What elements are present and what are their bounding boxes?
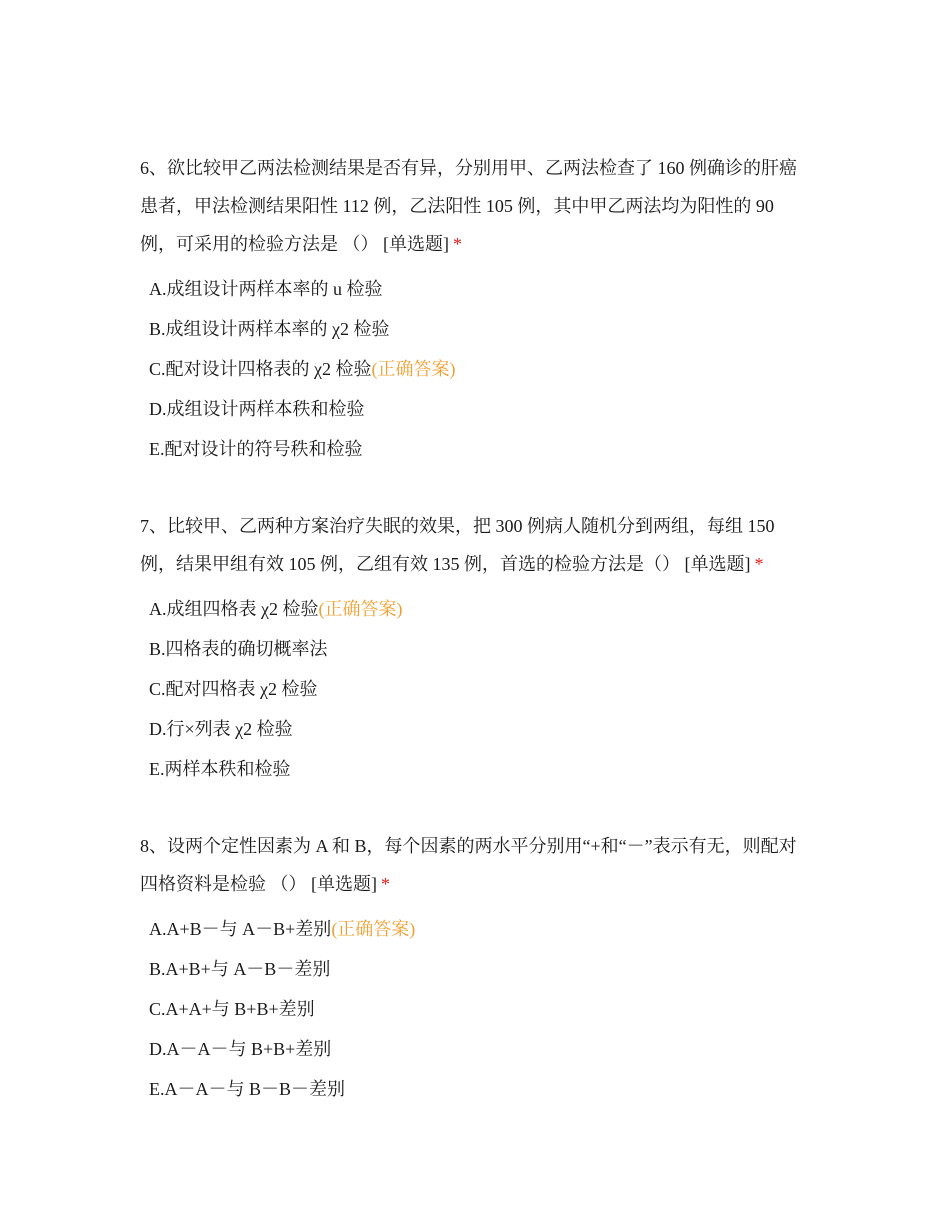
required-mark: *	[381, 874, 390, 894]
correct-answer-tag: (正确答案)	[318, 599, 403, 619]
option-b: B.A+B+与 A－B－差别	[149, 959, 331, 979]
question-8	[140, 827, 810, 1109]
option-c: C.A+A+与 B+B+差别	[149, 999, 315, 1019]
required-mark: *	[453, 234, 462, 254]
question-6-options	[140, 269, 810, 469]
option-e: E.两样本秩和检验	[149, 759, 291, 779]
question-7-text: 7、比较甲、乙两种方案治疗失眠的效果，把 300 例病人随机分到两组，每组 150 例，结果甲组有效 105 例，乙组有效 135 例，首选的检验方法是（） [单选题] *	[140, 516, 775, 574]
option-a: A.成组四格表 χ2 检验(正确答案)	[149, 599, 403, 619]
question-7-options	[140, 589, 810, 789]
question-6	[140, 149, 810, 469]
question-7	[140, 507, 810, 789]
option-b: B.成组设计两样本率的 χ2 检验	[149, 319, 390, 339]
option-e: E.A－A－与 B－B－差别	[149, 1079, 346, 1099]
option-e: E.配对设计的符号秩和检验	[149, 439, 363, 459]
option-d: D.成组设计两样本秩和检验	[149, 399, 365, 419]
question-8-text: 8、设两个定性因素为 A 和 B，每个因素的两水平分别用“+和“－”表示有无，则配对四格资料是检验 （） [单选题] *	[140, 836, 797, 894]
correct-answer-tag: (正确答案)	[331, 919, 416, 939]
correct-answer-tag: (正确答案)	[371, 359, 456, 379]
option-d: D.A－A－与 B+B+差别	[149, 1039, 332, 1059]
question-8-options	[140, 909, 810, 1109]
option-a: A.A+B－与 A－B+差别(正确答案)	[149, 919, 416, 939]
required-mark: *	[754, 554, 764, 574]
option-d: D.行×列表 χ2 检验	[149, 719, 293, 739]
option-c: C.配对四格表 χ2 检验	[149, 679, 318, 699]
question-6-text: 6、欲比较甲乙两法检测结果是否有异，分别用甲、乙两法检查了 160 例确诊的肝癌患者，甲法检测结果阳性 112 例，乙法阳性 105 例，其中甲乙两法均为阳性的 90 例，可采用的检验方法是 （） [单选题] *	[140, 158, 797, 254]
option-c: C.配对设计四格表的 χ2 检验(正确答案)	[149, 359, 456, 379]
option-b: B.四格表的确切概率法	[149, 639, 328, 659]
option-a: A.成组设计两样本率的 u 检验	[149, 279, 383, 299]
